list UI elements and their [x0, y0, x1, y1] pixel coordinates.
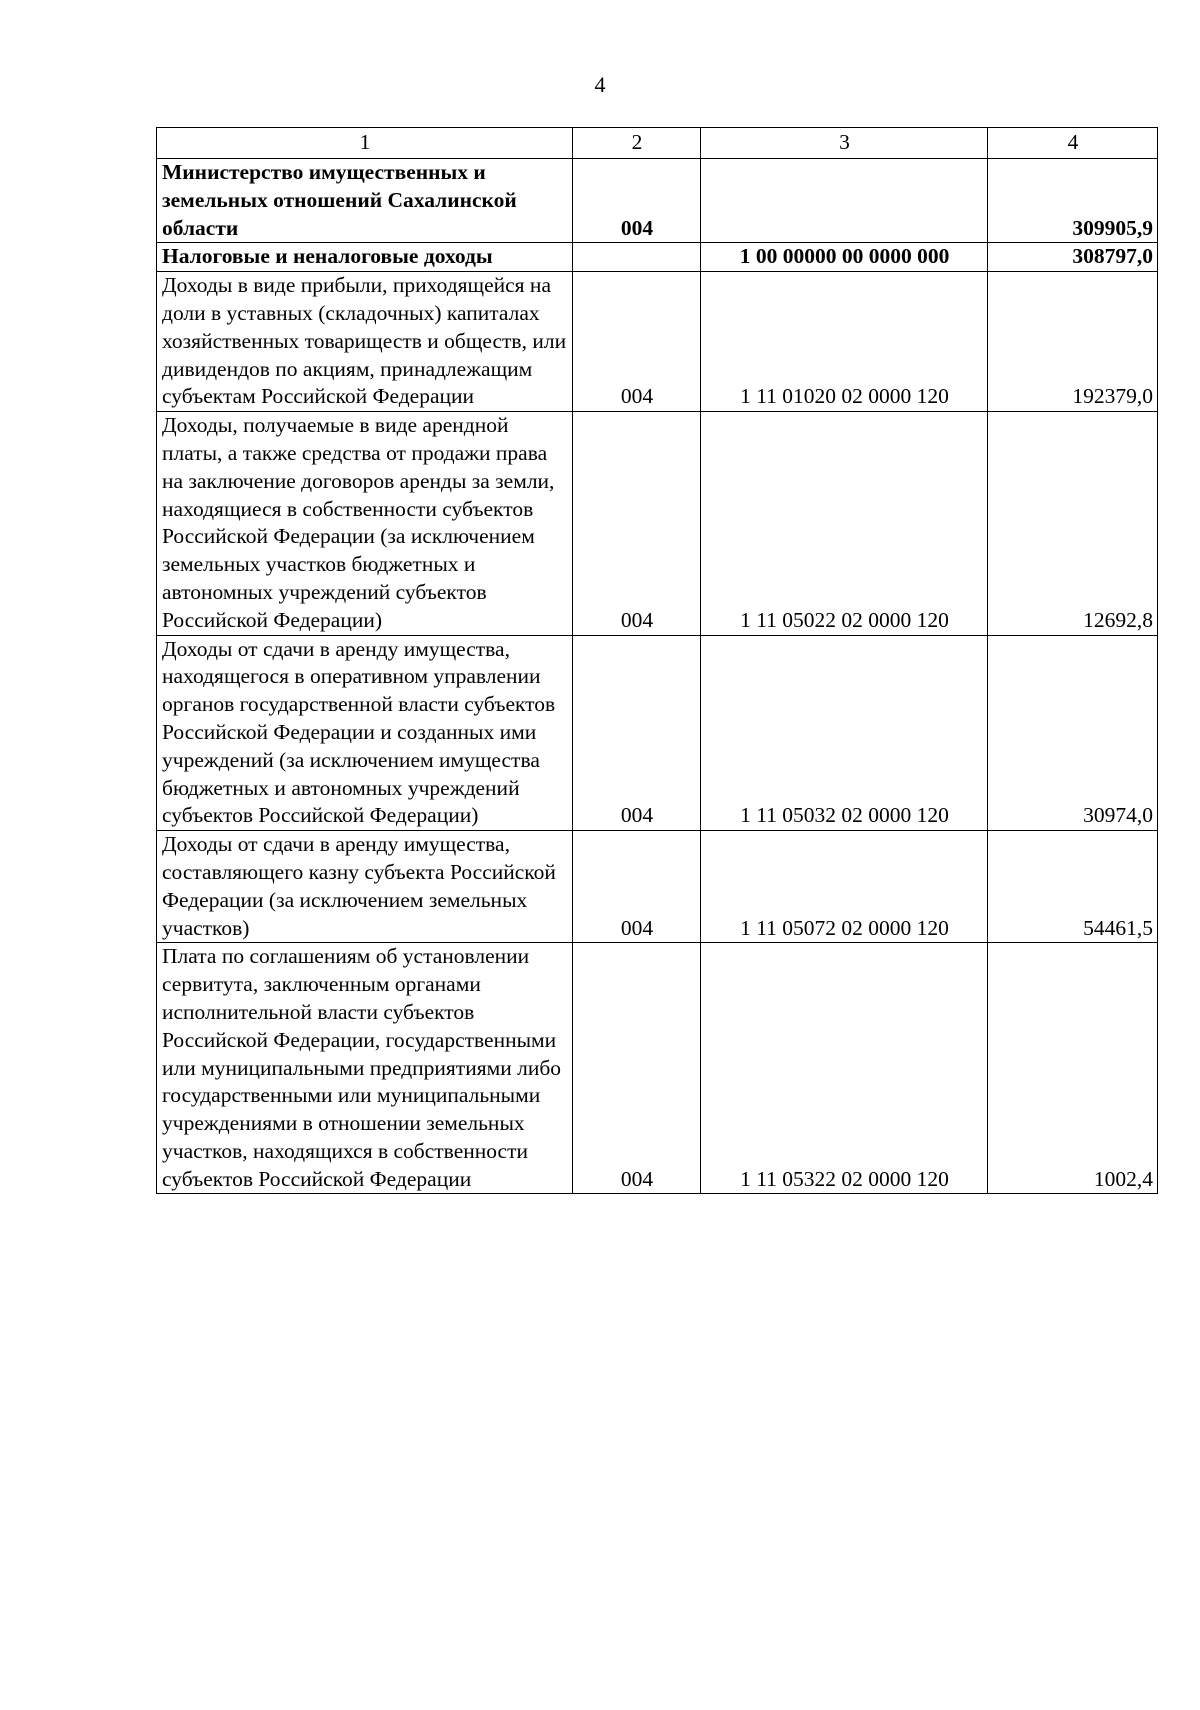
row-classification-code: 1 11 05072 02 0000 120 [701, 831, 988, 943]
row-admin-code: 004 [573, 272, 701, 412]
row-amount: 54461,5 [988, 831, 1158, 943]
row-admin-code: 004 [573, 831, 701, 943]
row-amount: 308797,0 [988, 243, 1158, 272]
row-classification-code: 1 00 00000 00 0000 000 [701, 243, 988, 272]
row-admin-code: 004 [573, 159, 701, 243]
table-row [157, 943, 1158, 1194]
header-col-4: 4 [988, 128, 1158, 159]
table-row [157, 159, 1158, 243]
header-col-2: 2 [573, 128, 701, 159]
row-amount: 309905,9 [988, 159, 1158, 243]
row-amount: 1002,4 [988, 943, 1158, 1194]
row-name: Налоговые и неналоговые доходы [157, 243, 573, 272]
row-amount: 30974,0 [988, 635, 1158, 831]
row-name: Доходы, получаемые в виде арендной платы, а также средства от продажи права на заключение договоров аренды за земли, находящиеся в собственности субъектов Российской Федерации (за исключением земельных участков бюджетных и автономных учреждений субъектов Российской Федерации) [157, 412, 573, 635]
row-classification-code: 1 11 01020 02 0000 120 [701, 272, 988, 412]
row-name: Доходы от сдачи в аренду имущества, составляющего казну субъекта Российской Федерации (за исключением земельных участков) [157, 831, 573, 943]
table-row [157, 831, 1158, 943]
row-classification-code: 1 11 05022 02 0000 120 [701, 412, 988, 635]
row-name: Доходы от сдачи в аренду имущества, находящегося в оперативном управлении органов государственной власти субъектов Российской Федерации и созданных ими учреждений (за исключением имущества бюджетных и автономных учреждений субъектов Российской Федерации) [157, 635, 573, 831]
row-amount: 192379,0 [988, 272, 1158, 412]
table-row [157, 243, 1158, 272]
page-number: 4 [594, 72, 606, 97]
row-admin-code: 004 [573, 943, 701, 1194]
header-col-3: 3 [701, 128, 988, 159]
header-row [157, 128, 1158, 159]
row-name: Плата по соглашениям об установлении сервитута, заключенным органами исполнительной власти субъектов Российской Федерации, государственными или муниципальными предприятиями либо государственными или муниципальными учреждениями в отношении земельных участков, находящихся в собственности субъектов Российской Федерации [157, 943, 573, 1194]
row-name: Министерство имущественных и земельных отношений Сахалинской области [157, 159, 573, 243]
table-row [157, 635, 1158, 831]
row-name: Доходы в виде прибыли, приходящейся на доли в уставных (складочных) капиталах хозяйственных товариществ и обществ, или дивидендов по акциям, принадлежащим субъектам Российской Федерации [157, 272, 573, 412]
row-admin-code [573, 243, 701, 272]
row-amount: 12692,8 [988, 412, 1158, 635]
revenue-table [156, 127, 1158, 1194]
table-row [157, 412, 1158, 635]
row-classification-code: 1 11 05322 02 0000 120 [701, 943, 988, 1194]
row-admin-code: 004 [573, 412, 701, 635]
table-row [157, 272, 1158, 412]
row-classification-code: 1 11 05032 02 0000 120 [701, 635, 988, 831]
header-col-1: 1 [157, 128, 573, 159]
row-classification-code [701, 159, 988, 243]
row-admin-code: 004 [573, 635, 701, 831]
